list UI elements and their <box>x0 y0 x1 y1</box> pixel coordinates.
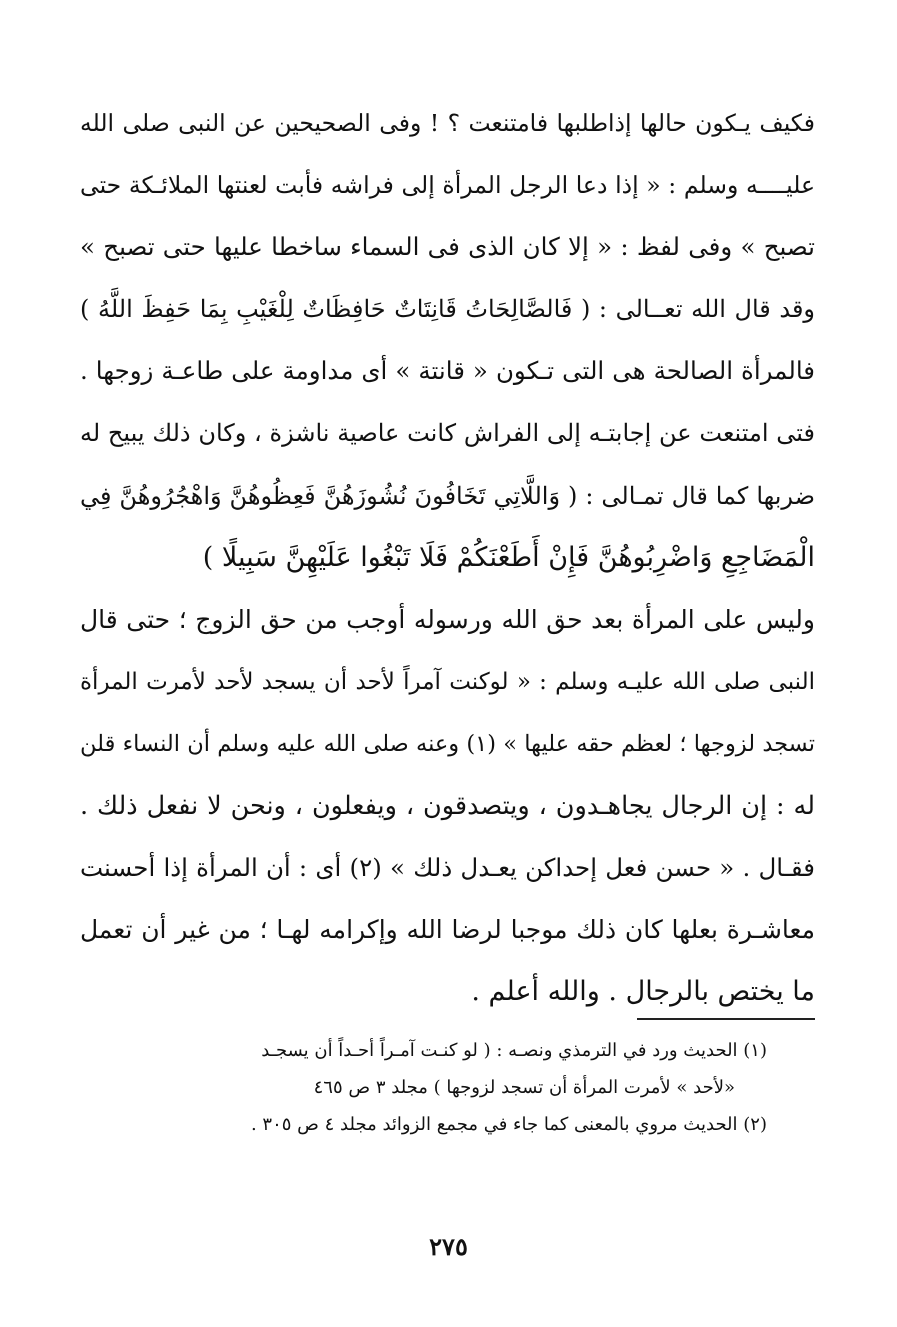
text-line: النبى صلى الله عليـه وسلم : « لوكنت آمراً لأحد أن يسجد لأحد لأمرت المرأة <box>80 668 815 695</box>
text-line: وليس على المرأة بعد حق الله ورسوله أوجب من حق الزوج ؛ حتى قال <box>80 604 815 634</box>
text-line: فقـال . « حسن فعل إحداكن يعـدل ذلك » (٢) أى : أن المرأة إذا أحسنت <box>80 853 816 883</box>
page-number: ٢٧٥ <box>429 1232 468 1261</box>
text-line: فالمرأة الصالحة هى التى تـكون « قانتة » أى مداومة على طاعـة زوجها . <box>80 356 815 386</box>
text-line: ما يختص بالرجال . والله أعلم . <box>471 976 815 1008</box>
text-line: تسجد لزوجها ؛ لعظم حقه عليها » (١) وعنه صلى الله عليه وسلم أن النساء قلن <box>80 730 815 757</box>
text-line: فكيف يـكون حالها إذاطلبها فامتنعت ؟ ! وفى الصحيحين عن النبى صلى الله <box>80 109 815 137</box>
text-line: ضربها كما قال تمـالى : ( وَاللَّاتِي تَخَافُونَ نُشُوزَهُنَّ فَعِظُوهُنَّ وَاهْجُرُوهُنَّ فِي <box>80 481 815 510</box>
footnote-line: (١) الحديث ورد في الترمذي ونصـه : ( لو كنـت آمـراً أحـداً أن يسجـد <box>261 1040 767 1061</box>
text-line: تصبح » وفى لفظ : « إلا كان الذى فى السماء ساخطا عليها حتى تصبح » <box>80 232 815 262</box>
footnote-line: (٢) الحديث مروي بالمعنى كما جاء في مجمع الزوائد مجلد ٤ ص ٣٠٥ . <box>250 1114 767 1135</box>
footnote-line: «لأحد » لأمرت المرأة أن تسجد لزوجها ) مجلد ٣ ص ٤٦٥ <box>313 1077 735 1098</box>
text-line: الْمَضَاجِعِ وَاضْرِبُوهُنَّ فَإِنْ أَطَعْنَكُمْ فَلَا تَبْغُوا عَلَيْهِنَّ سَبِيلًا ) <box>202 541 815 573</box>
text-line: عليــــه وسلم : « إذا دعا الرجل المرأة إلى فراشه فأبت لعنتها الملائـكة حتى <box>80 171 815 200</box>
text-line: فتى امتنعت عن إجابتـه إلى الفراش كانت عاصية ناشزة ، وكان ذلك يبيح له <box>80 419 815 448</box>
main-text <box>80 92 815 1023</box>
footnotes <box>127 1032 767 1143</box>
text-line: وقد قال الله تعــالى : ( فَالصَّالِحَاتُ قَانِتَاتٌ حَافِظَاتٌ لِلْغَيْبِ بِمَا حَفِظَ اللَّهُ ) <box>80 295 815 324</box>
footnote-divider <box>637 1018 815 1020</box>
text-line: معاشـرة بعلها كان ذلك موجبا لرضا الله وإكرامه لهـا ؛ من غير أن تعمل <box>80 915 815 945</box>
text-line: له : إن الرجال يجاهـدون ، ويتصدقون ، ويفعلون ، ونحن لا نفعل ذلك . <box>80 791 815 822</box>
